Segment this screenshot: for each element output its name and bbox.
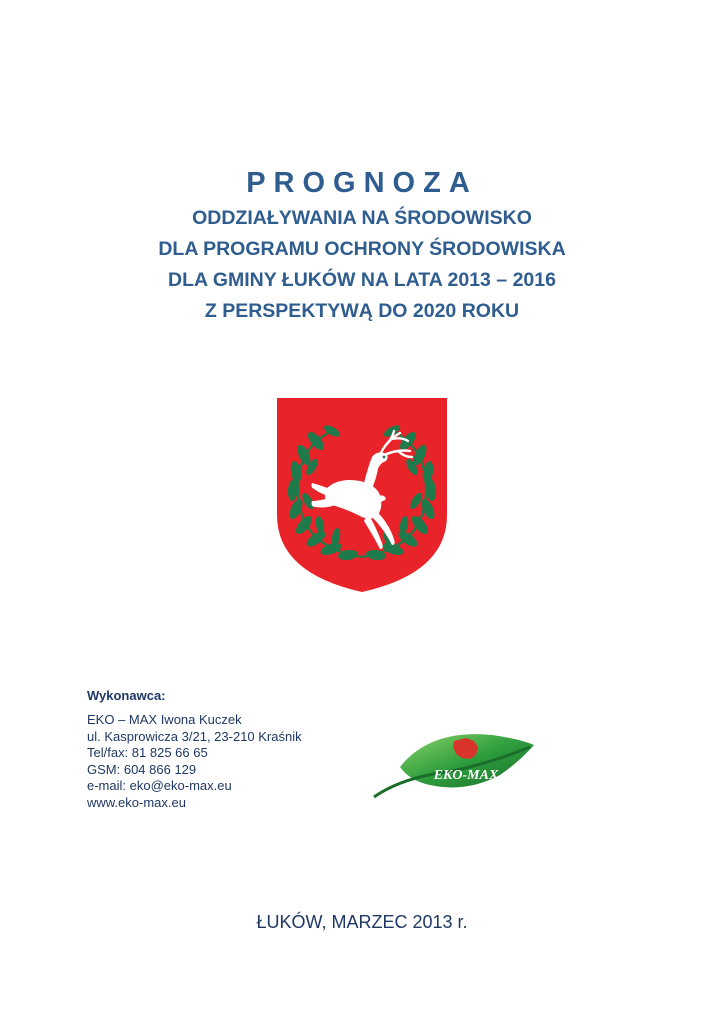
title-block — [0, 166, 724, 327]
leaf-logo-icon — [370, 727, 536, 801]
contractor-address: ul. Kasprowicza 3/21, 23-210 Kraśnik — [87, 728, 302, 744]
subtitle-line-2: DLA PROGRAMU OCHRONY ŚRODOWISKA — [158, 238, 566, 260]
subtitle-line-3: DLA GMINY ŁUKÓW NA LATA 2013 – 2016 — [168, 269, 556, 291]
place-and-date: ŁUKÓW, MARZEC 2013 r. — [256, 912, 468, 932]
contractor-info — [87, 688, 387, 811]
subtitle-line-4: Z PERSPEKTYWĄ DO 2020 ROKU — [204, 300, 520, 322]
contractor-website: www.eko-max.eu — [87, 794, 186, 810]
contractor-heading: Wykonawca: — [87, 688, 166, 703]
contractor-email: e-mail: eko@eko-max.eu — [87, 778, 232, 793]
subtitle-line-1: ODDZIAŁYWANIA NA ŚRODOWISKO — [192, 207, 532, 229]
coat-of-arms-deer-icon — [276, 397, 448, 593]
contractor-gsm: GSM: 604 866 129 — [87, 761, 197, 777]
contractor-phone: Tel/fax: 81 825 66 65 — [87, 745, 208, 760]
logo-text: EKO-MAX — [433, 768, 499, 783]
contractor-company: EKO – MAX Iwona Kuczek — [87, 712, 242, 727]
main-title: PROGNOZA — [246, 167, 478, 199]
